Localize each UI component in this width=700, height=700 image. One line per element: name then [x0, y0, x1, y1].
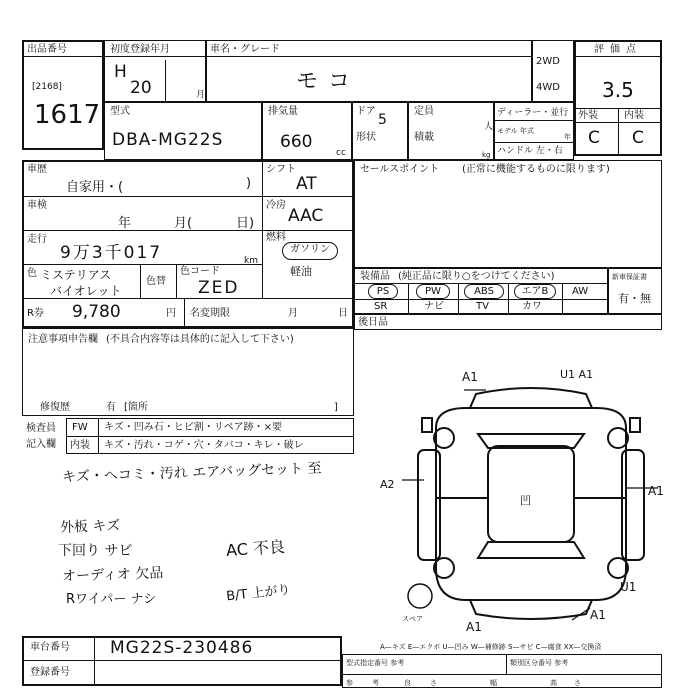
sales-point-label: セールスポイント [360, 164, 440, 175]
bottom-row-3: 良 [404, 679, 411, 687]
sales-point-box [354, 160, 662, 268]
sales-point-note: (正常に機能するものに限ります) [462, 164, 610, 175]
model-label: 型式 [110, 106, 130, 117]
load-label: 積載 [414, 132, 434, 143]
class-label: 類別区分番号 参考 [510, 659, 569, 667]
mileage-label: 走行 [27, 234, 47, 245]
equip-pw: PW [416, 284, 450, 299]
repair-close: ] [334, 402, 338, 413]
interior-label: 内装 [624, 110, 644, 121]
recycle-value: 9,780 [72, 302, 121, 322]
note-line-4: AC 不良 [225, 536, 286, 561]
displacement-value: 660 [280, 132, 313, 152]
capacity-label: 定員 [414, 106, 434, 117]
equip-tv: TV [476, 301, 489, 312]
door-value: 5 [378, 112, 387, 128]
name-change-day: 日 [338, 308, 348, 319]
grade-value: 3.5 [602, 78, 634, 102]
diagram-spare-label: スペア [402, 615, 423, 623]
person-unit: 人 [484, 122, 494, 132]
color-code-label: 色コード [180, 266, 220, 277]
inspector-label-1: 検査員 [26, 423, 56, 434]
equipment-label: 装備品 [360, 271, 390, 282]
year-unit: 年 [564, 133, 571, 141]
note-line-3: 下回り サビ [58, 543, 133, 559]
exterior-label: 外装 [578, 110, 598, 121]
first-reg-label: 初度登録年月 [110, 44, 170, 55]
equip-sr: SR [374, 301, 388, 312]
note-line-5: オーディオ 欠品 [61, 565, 164, 585]
diagram-mark-top-right: U1 A1 [560, 368, 594, 381]
warranty-value: 有・無 [618, 292, 651, 305]
color-value-2: バイオレット [50, 284, 122, 298]
bottom-row-1: 参 [346, 679, 353, 687]
lot-sub: [2168] [32, 82, 62, 92]
diagram-mark-center: 凹 [520, 494, 531, 507]
grade-label: 評価点 [594, 44, 642, 55]
bottom-row-2: 考 [372, 679, 379, 687]
dealer-label: ディーラー・並行 [497, 108, 569, 118]
equip-abs: ABS [464, 284, 504, 299]
lot-number: 1617 [34, 100, 101, 130]
mileage-unit: km [244, 256, 258, 266]
door-label: ドア [356, 106, 376, 117]
fuel-gasoline: ガソリン [282, 242, 338, 260]
note-line-2: 外板 キズ [59, 517, 121, 537]
caution-label: 注意事項申告欄 [28, 334, 98, 345]
lot-label: 出品番号 [27, 44, 67, 55]
month-unit: 月 [196, 90, 206, 100]
inspector-label-2: 記入欄 [26, 439, 56, 450]
equip-navi: ナビ [424, 301, 444, 312]
diagram-mark-rear-left: A1 [466, 620, 482, 634]
caution-note: (不具合内容等は具体的に記入して下さい) [106, 334, 294, 345]
model-year-label: モデル 年式 [497, 127, 534, 135]
history-value: 自家用・( [66, 180, 124, 195]
displacement-label: 排気量 [268, 106, 298, 117]
fuel-label: 燃料 [266, 232, 286, 243]
inspection-label: 車検 [27, 200, 47, 211]
damage-legend: A—キズ E—エクボ U—凹み W—補修跡 S—サビ C—腐食 XX—交換済 [380, 643, 602, 651]
model-value: DBA-MG22S [112, 130, 224, 150]
warranty-label: 新車保証書 [612, 273, 647, 281]
name-change-month: 月 [288, 308, 298, 319]
inspector-fw-items: キズ・凹み石・ヒビ割・リペア跡・×要 [104, 422, 282, 433]
after-parts-box [354, 314, 662, 330]
first-reg-era: H [114, 62, 127, 82]
color-code-value: ZED [198, 278, 240, 298]
registration-label: 登録番号 [30, 667, 70, 678]
bottom-row-5: 幅 [490, 679, 497, 687]
color-change-label: 色替 [146, 276, 166, 287]
shift-value: AT [296, 174, 317, 194]
diagram-mark-left: A2 [380, 478, 395, 491]
drive-2wd: 2WD [536, 56, 560, 67]
after-parts-label: 後日品 [358, 317, 388, 328]
aircon-label: 冷房 [266, 200, 286, 211]
shift-label: シフト [266, 164, 296, 175]
kg-unit: kg [482, 151, 491, 159]
inspector-interior: 内装 [70, 440, 90, 451]
history-close: ) [246, 176, 252, 191]
shape-label: 形状 [356, 132, 376, 143]
color-label: 色 [27, 268, 37, 279]
interior-grade: C [632, 128, 644, 148]
recycle-label: R券 [27, 308, 44, 319]
handle-label: ハンドル 左・右 [497, 146, 563, 156]
repair-value: 有 [106, 402, 116, 413]
equip-ps: PS [368, 284, 398, 299]
inspection-year-unit: 年 [118, 216, 132, 231]
inspector-interior-items: キズ・汚れ・コゲ・穴・タバコ・キレ・破レ [104, 440, 304, 451]
bottom-row-6: 高 [550, 679, 557, 687]
aircon-value: AAC [288, 206, 324, 226]
equip-airbag: エアB [514, 284, 556, 299]
inspection-day-unit: 日) [236, 216, 255, 231]
type-spec-label: 型式指定番号 参考 [346, 659, 405, 667]
repair-location: [箇所 [124, 402, 148, 413]
diagram-mark-rear-right: U1 [620, 580, 637, 594]
drive-4wd: 4WD [536, 82, 560, 93]
car-name-label: 車名・グレード [210, 44, 280, 55]
color-value-1: ミステリアス [40, 268, 112, 282]
note-line-6: Rワイパー ナシ [66, 592, 157, 607]
diagram-mark-top-left: A1 [462, 370, 478, 384]
inspection-month-unit: 月( [174, 216, 193, 231]
equipment-note: (純正品に限り○をつけてください) [398, 271, 555, 282]
fuel-diesel: 軽油 [290, 265, 312, 278]
equip-aw: AW [572, 286, 589, 297]
mileage-value: 9万3千017 [60, 243, 163, 263]
recycle-unit: 円 [166, 308, 176, 319]
note-line-1: キズ・ヘコミ・汚れ エアバッグセット 至 [61, 460, 322, 486]
repair-label: 修復歴 [40, 402, 70, 413]
name-change-label: 名変期限 [190, 308, 230, 319]
car-name-value: モコ [296, 69, 361, 94]
cc-unit: cc [336, 148, 346, 158]
diagram-mark-rear-center: A1 [590, 608, 606, 622]
bottom-row-4: さ [430, 679, 437, 687]
diagram-mark-right: A1 [648, 484, 664, 498]
note-line-7: B/T 上がり [225, 582, 292, 605]
inspector-fw: FW [72, 422, 88, 433]
bottom-row-7: さ [574, 679, 581, 687]
chassis-value: MG22S-230486 [110, 638, 254, 658]
equip-leather: カワ [522, 301, 542, 312]
chassis-label: 車台番号 [30, 642, 70, 653]
first-reg-year: 20 [130, 78, 152, 98]
exterior-grade: C [588, 128, 600, 148]
history-label: 車歴 [27, 164, 47, 175]
